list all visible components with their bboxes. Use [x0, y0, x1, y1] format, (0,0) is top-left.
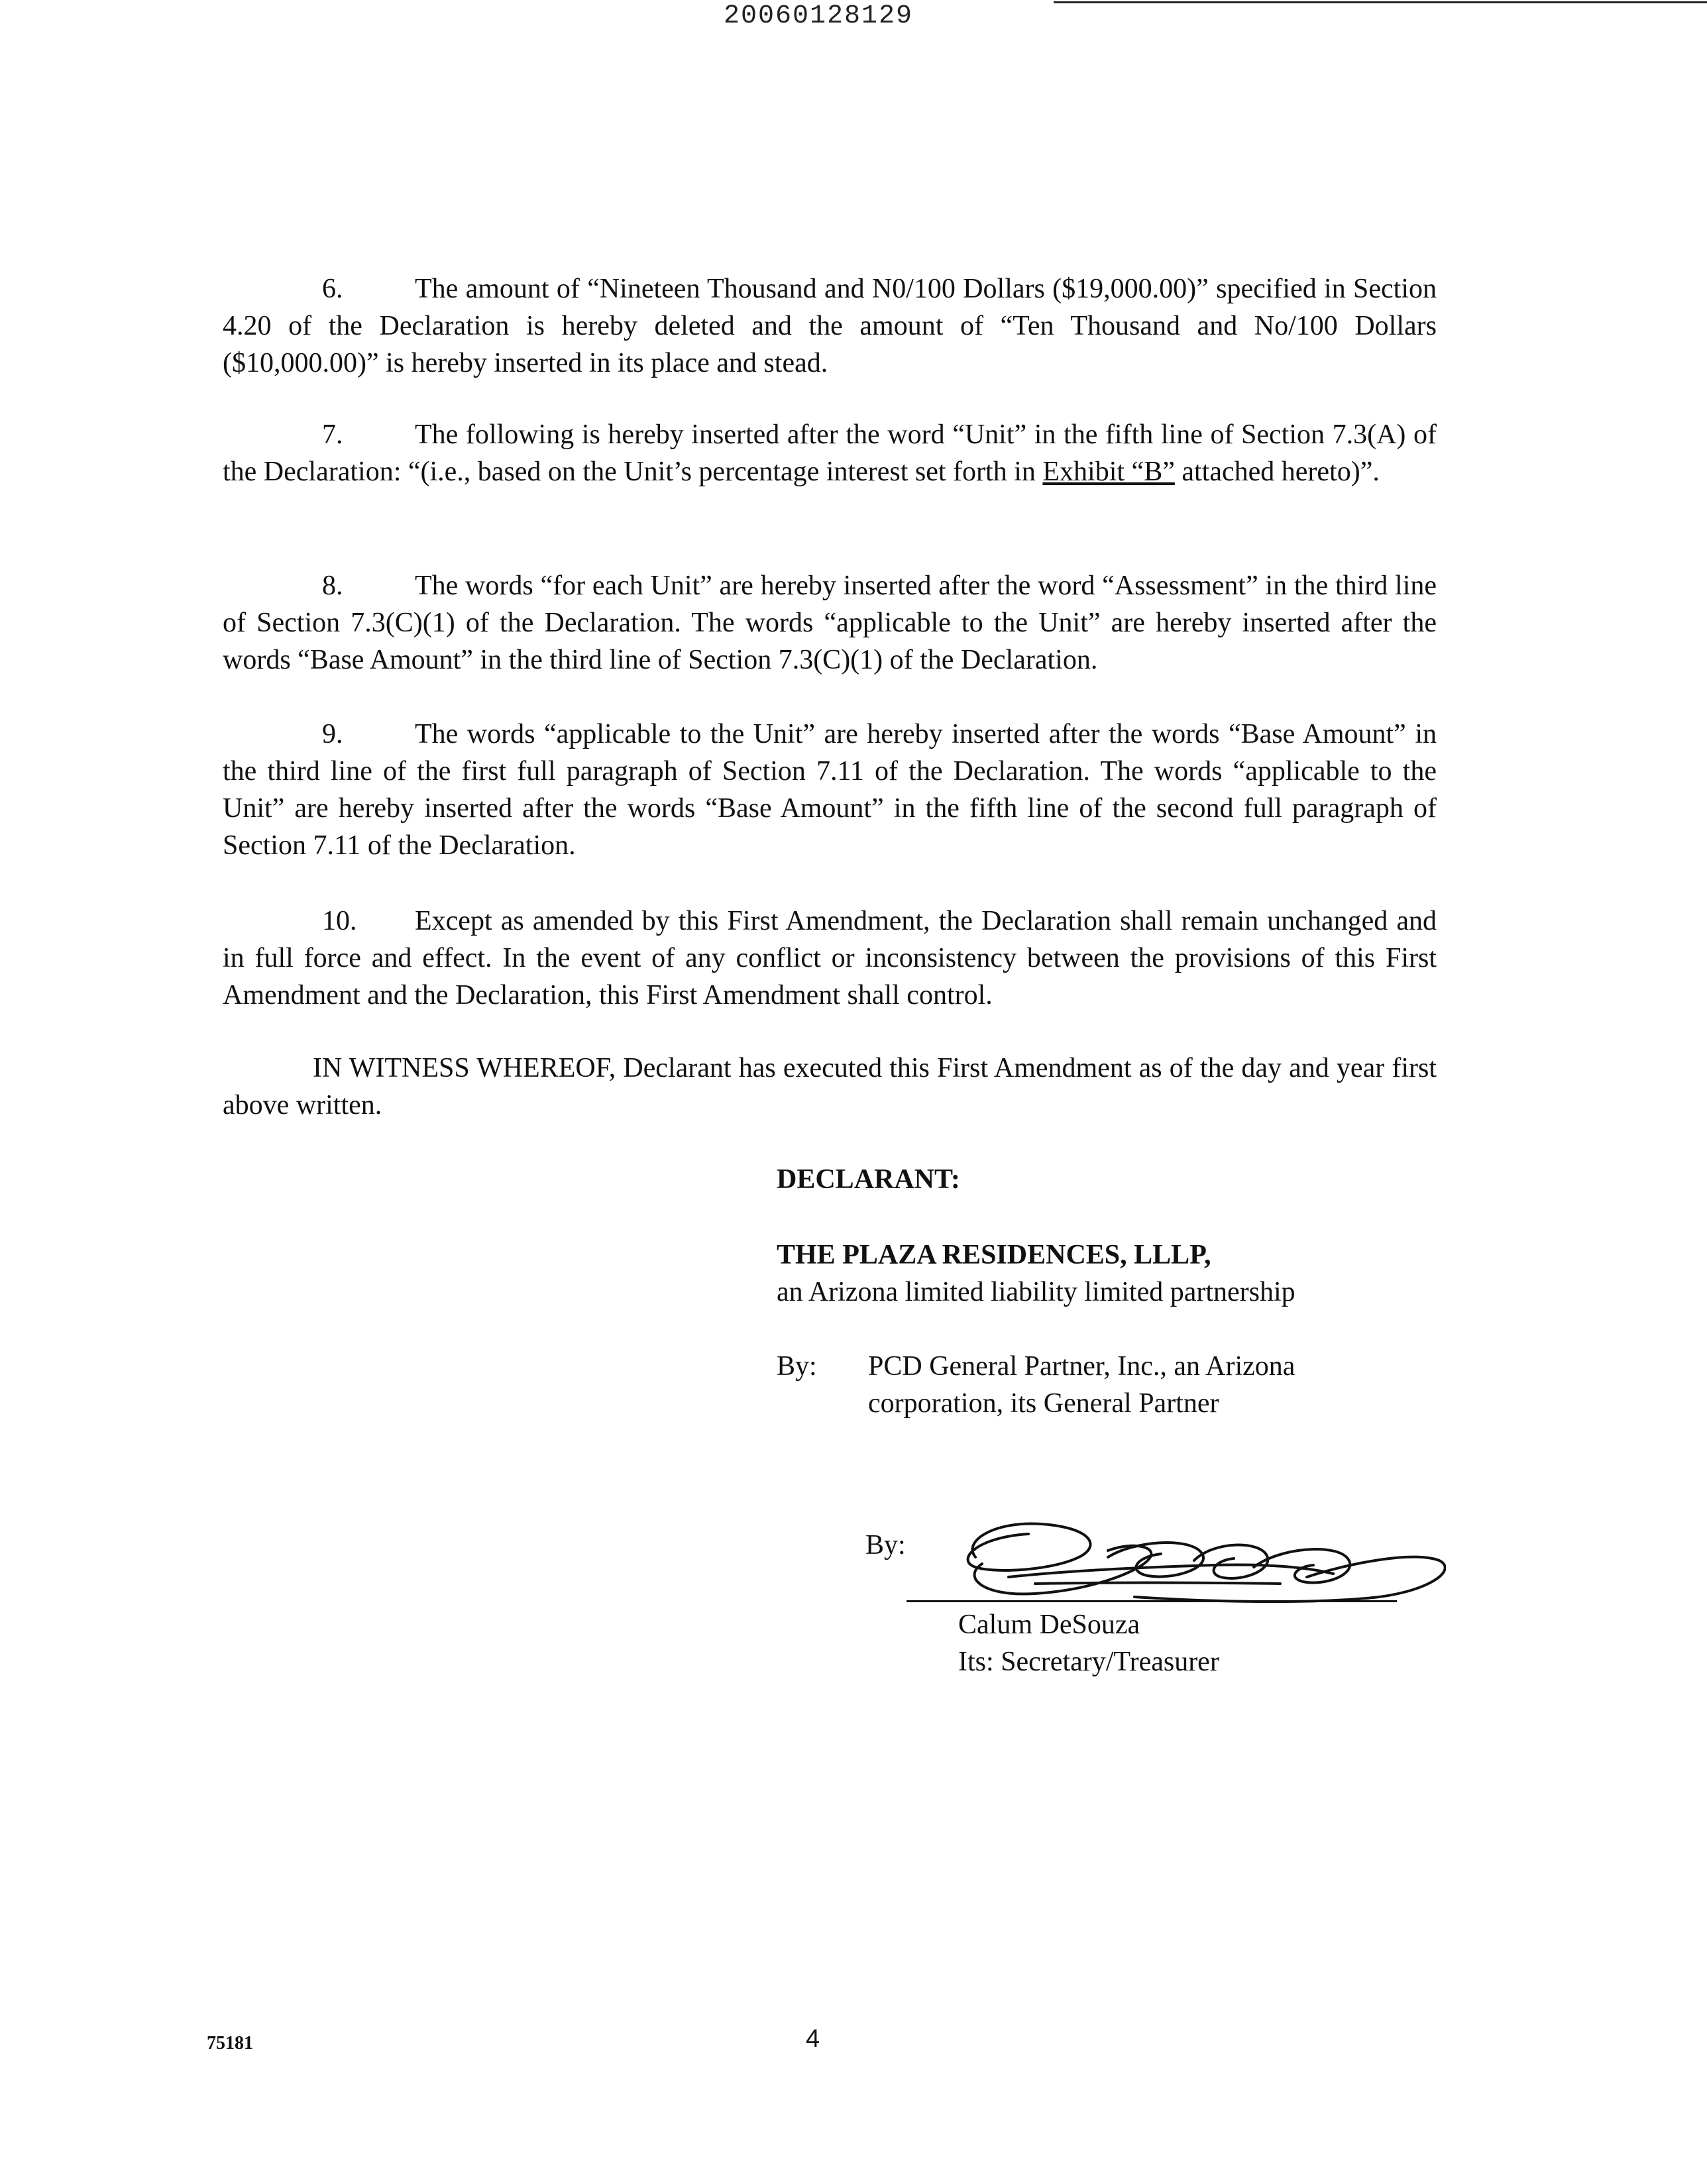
- general-partner-line2: corporation, its General Partner: [868, 1388, 1219, 1419]
- paragraph-9: [223, 716, 1437, 864]
- entity-description: an Arizona limited liability limited partnership: [777, 1277, 1295, 1307]
- paragraph-text: The words “applicable to the Unit” are hereby inserted after the words “Base Amount” in the third line of the first full paragraph of Section 7.11 of the Declaration. The words “applicable to the Unit” are hereby inserted after the words “Base Amount” in the fifth line of the second full paragraph of Section 7.11 of the Declaration.: [223, 719, 1437, 861]
- by-label: By:: [777, 1351, 817, 1382]
- paragraph-number: 8.: [322, 571, 343, 601]
- paragraph-6: [223, 270, 1437, 382]
- exhibit-reference: Exhibit “B”: [1042, 457, 1175, 487]
- general-partner-line1: PCD General Partner, Inc., an Arizona: [868, 1351, 1295, 1382]
- signer-title: Its: Secretary/Treasurer: [958, 1647, 1219, 1677]
- paragraph-number: 7.: [322, 419, 343, 450]
- paragraph-number: 6.: [322, 274, 343, 304]
- document-id: 75181: [207, 2033, 253, 2053]
- paragraph-text: The following is hereby inserted after the word “Unit” in the fifth line of Section 7.3(A) of the Declaration: “(i.e., based on the Unit’s percentage interest set forth in: [223, 419, 1437, 487]
- paragraph-7: [223, 416, 1437, 490]
- page-number: 4: [806, 2025, 820, 2053]
- paragraph-8: [223, 567, 1437, 679]
- witness-clause: IN WITNESS WHEREOF, Declarant has executed this First Amendment as of the day and year first above written.: [223, 1053, 1437, 1120]
- paragraph-text-tail: attached hereto)”.: [1174, 457, 1380, 487]
- handwritten-signature: [936, 1504, 1446, 1610]
- paragraph-number: 9.: [322, 719, 343, 749]
- declarant-heading: DECLARANT:: [777, 1164, 960, 1195]
- header-rule: [1054, 1, 1707, 3]
- signer-name: Calum DeSouza: [958, 1610, 1140, 1640]
- paragraph-text: The amount of “Nineteen Thousand and N0/100 Dollars ($19,000.00)” specified in Section 4.20 of the Declaration is hereby deleted and the amount of “Ten Thousand and No/100 Dollars ($10,000.00)” is hereby inserted in its place and stead.: [223, 274, 1437, 378]
- paragraph-10: [223, 902, 1437, 1014]
- recording-number: 20060128129: [724, 1, 914, 31]
- general-partner-row: [777, 1348, 1295, 1385]
- paragraph-number: 10.: [322, 906, 357, 936]
- paragraph-text: The words “for each Unit” are hereby inserted after the word “Assessment” in the third line of Section 7.3(C)(1) of the Declaration. The words “applicable to the Unit” are hereby inserted after the words “Base Amount” in the third line of Section 7.3(C)(1) of the Declaration.: [223, 571, 1437, 675]
- signature-by-label: By:: [865, 1530, 906, 1560]
- paragraph-text: Except as amended by this First Amendment, the Declaration shall remain unchanged and in full force and effect. In the event of any conflict or inconsistency between the provisions of this First Amendment and the Declaration, this First Amendment shall control.: [223, 906, 1437, 1010]
- entity-name: THE PLAZA RESIDENCES, LLLP,: [777, 1240, 1211, 1270]
